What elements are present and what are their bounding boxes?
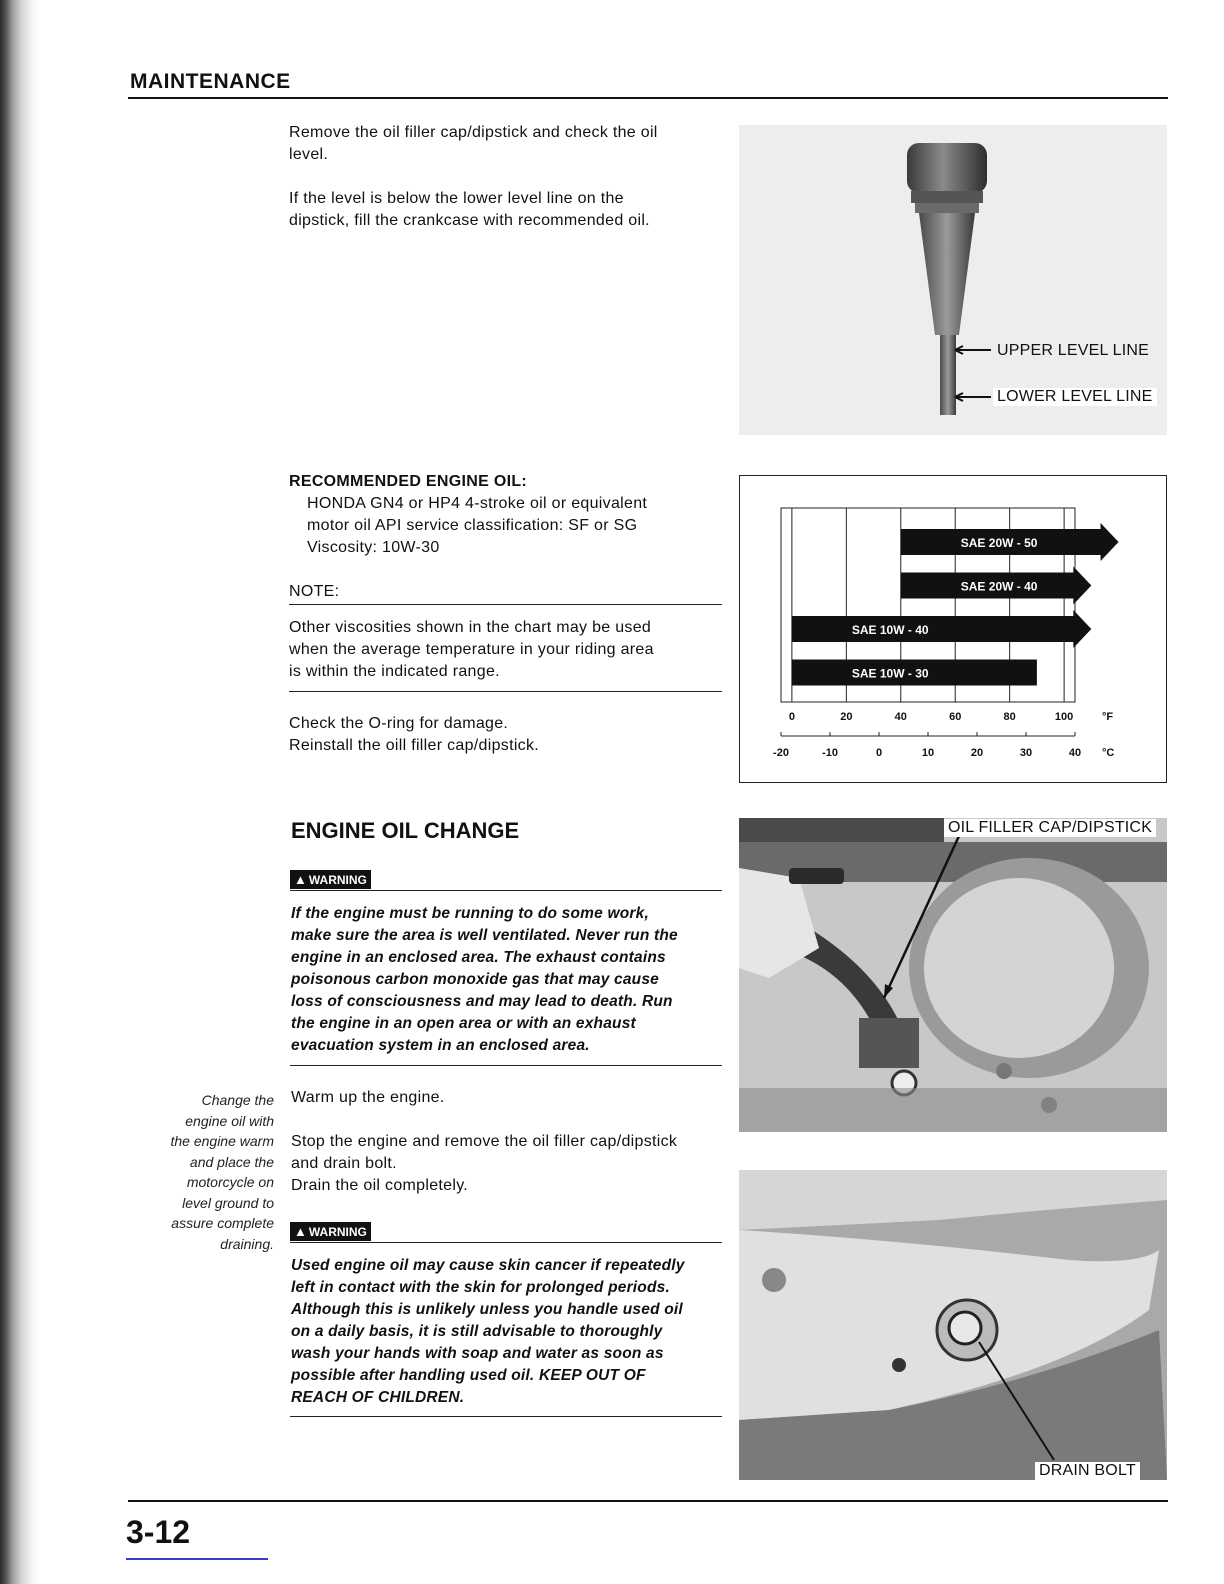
oil-filler-label: OIL FILLER CAP/DIPSTICK	[944, 819, 1156, 837]
tick-c-30: 30	[1019, 747, 1033, 759]
page-binding-shadow	[0, 0, 40, 1584]
tick-f-60: 60	[949, 711, 962, 723]
section-header: MAINTENANCE	[130, 70, 291, 93]
viscosity-chart	[739, 475, 1167, 783]
warning-triangle-icon: ▲	[294, 1224, 307, 1239]
engine-illustration	[739, 818, 1167, 1132]
tick-f-0: 0	[788, 711, 795, 723]
note-label: NOTE:	[289, 583, 340, 600]
oil-change-title: ENGINE OIL CHANGE	[291, 818, 520, 843]
warning2-rule-bottom	[290, 1416, 722, 1417]
warning-text-1: If the engine must be running to do some work, make sure the area is well ventilated. Never run the engine in an enclosed area. The exhaust contains poisonous carbon monoxide gas that may cause loss of consciousness and may lead to death. Run the engine in an open area or with an exhaust evacuation system in an enclosed area.	[291, 905, 678, 1054]
page-number: 3-12	[126, 1514, 191, 1550]
margin-note: Change the engine oil with the engine warm and place the motorcycle on level ground to assure complete draining.	[170, 1092, 274, 1252]
note-rule-top	[289, 604, 722, 605]
tick-c-0: 0	[875, 747, 883, 759]
tick-c-10: 10	[921, 747, 935, 759]
page-number-underline	[126, 1558, 268, 1560]
warning-text-2: Used engine oil may cause skin cancer if repeatedly left in contact with the skin for prolonged periods. Although this is unlikely unless you handle used oil on a daily basis, it is still advisable to thoroughly wash your hands with soap and water as soon as possible after handling used oil. KEEP OUT OF REACH OF CHILDREN.	[291, 1257, 685, 1406]
drain-illustration	[739, 1170, 1167, 1480]
reinstall-text: Check the O-ring for damage. Reinstall the oill filler cap/dipstick.	[289, 715, 540, 754]
warning1-rule-bottom	[290, 1065, 722, 1066]
tick-c-40: 40	[1068, 747, 1082, 759]
tick-c-20: 20	[970, 747, 984, 759]
lower-level-label: LOWER LEVEL LINE	[993, 388, 1157, 406]
step-drain: Stop the engine and remove the oil filler cap/dipstick and drain bolt. Drain the oil completely.	[291, 1133, 678, 1194]
step-warm-up: Warm up the engine.	[291, 1089, 445, 1106]
note-rule-bottom	[289, 691, 722, 692]
drain-bolt-label: DRAIN BOLT	[1035, 1462, 1140, 1480]
recommended-details: HONDA GN4 or HP4 4-stroke oil or equivalent motor oil API service classification: SF or SG Viscosity: 10W-30	[307, 495, 648, 556]
engine-photo	[739, 818, 1167, 1132]
footer-rule	[128, 1500, 1168, 1502]
recommended-heading: RECOMMENDED ENGINE OIL:	[289, 473, 528, 490]
warning-badge-label: WARNING	[308, 1224, 367, 1239]
lower-arrow-icon	[953, 392, 993, 402]
upper-level-label: UPPER LEVEL LINE	[997, 342, 1150, 359]
warning-badge-2	[290, 1222, 371, 1241]
warning1-rule-top	[290, 890, 722, 891]
warning2-rule-top	[290, 1242, 722, 1243]
tick-c--20: -20	[773, 747, 789, 759]
warning-triangle-icon: ▲	[294, 872, 307, 887]
dipstick-photo	[739, 125, 1167, 435]
viscosity-chart-svg	[740, 476, 1166, 782]
unit-f: °F	[1102, 711, 1114, 723]
header-rule	[128, 97, 1168, 99]
drain-photo	[739, 1170, 1167, 1480]
bar-sae-10w---40	[792, 610, 1091, 648]
check-paragraph-1: Remove the oil filler cap/dipstick and check the oil level.	[289, 124, 658, 163]
tick-f-20: 20	[840, 711, 853, 723]
upper-arrow-icon	[953, 345, 993, 355]
bar-label-0: SAE 20W - 50	[960, 536, 1038, 550]
check-paragraph-2: If the level is below the lower level line on the dipstick, fill the crankcase with recommended oil.	[289, 190, 650, 229]
warning-badge-label: WARNING	[308, 872, 367, 887]
tick-f-40: 40	[894, 711, 907, 723]
tick-c--10: -10	[822, 747, 838, 759]
unit-c: °C	[1102, 747, 1115, 759]
bar-label-1: SAE 20W - 40	[960, 579, 1038, 594]
bar-label-3: SAE 10W - 30	[851, 666, 929, 681]
tick-f-80: 80	[1003, 711, 1016, 723]
note-text: Other viscosities shown in the chart may be used when the average temperature in your riding area is within the indicated range.	[289, 619, 654, 680]
warning-badge-1	[290, 870, 371, 889]
bar-label-2: SAE 10W - 40	[851, 623, 929, 637]
tick-f-100: 100	[1054, 711, 1074, 723]
